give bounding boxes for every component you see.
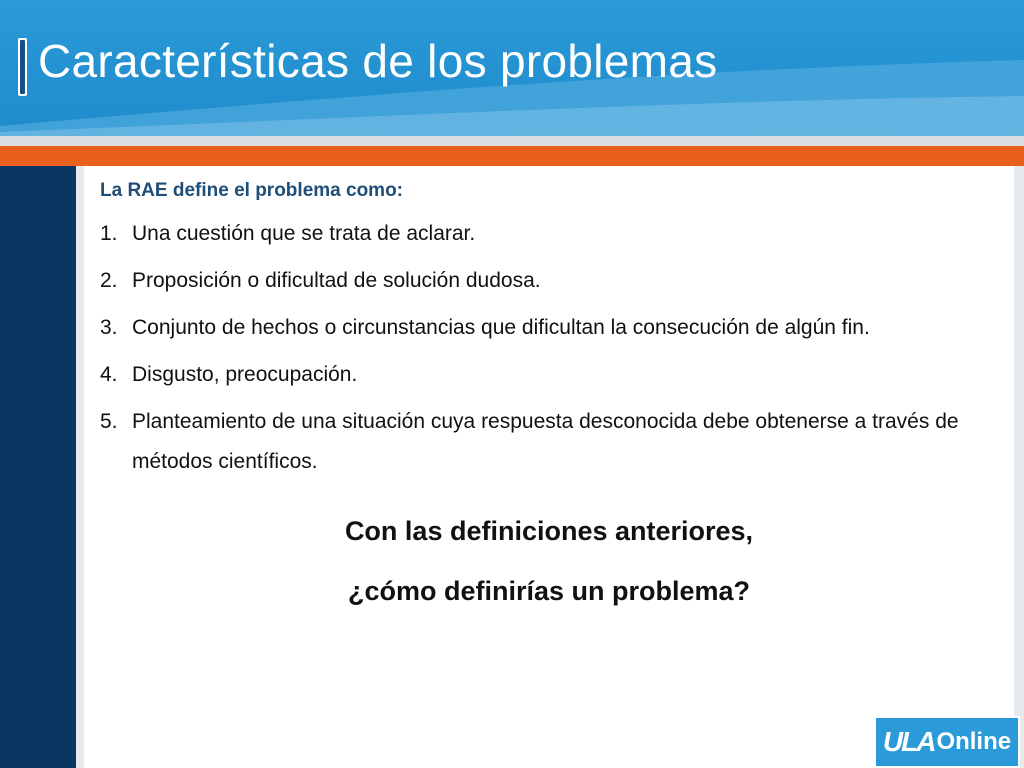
definitions-list [100,214,1000,482]
left-navy-panel [0,166,76,768]
list-item-number: 1. [100,222,118,245]
logo-online-text: Online [936,728,1012,755]
list-item-number: 2. [100,269,118,292]
list-item [100,261,1000,301]
slide-header [0,0,1024,136]
title-marker-bar [18,38,27,96]
intro-text: La RAE define el problema como: [100,180,403,201]
question-line-1: Con las definiciones anteriores, [344,516,754,546]
list-item [100,402,1000,482]
list-item-text: Una cuestión que se trata de aclarar. [132,222,476,245]
left-separator [76,166,84,768]
gray-divider-band [0,136,1024,146]
list-item-text: Disgusto, preocupación. [132,363,358,386]
orange-accent-band [0,146,1024,166]
slide-title: Características de los problemas [38,35,718,87]
ula-online-logo [876,718,1018,766]
right-edge-strip [1014,166,1024,768]
question-line-2: ¿cómo definirías un problema? [347,576,751,606]
list-item-text: Conjunto de hechos o circunstancias que dificultan la consecución de algún fin. [132,316,870,339]
slide-body [100,180,1000,489]
list-item [100,308,1000,348]
list-item [100,214,1000,254]
list-item-number: 3. [100,316,118,339]
logo-ula-text: ULA [882,726,935,757]
list-item [100,355,1000,395]
list-item-text: Planteamiento de una situación cuya respuesta desconocida debe obtenerse a través de métodos científicos. [132,410,959,473]
list-item-text: Proposición o dificultad de solución dudosa. [132,269,541,292]
list-item-number: 5. [100,410,118,433]
list-item-number: 4. [100,363,118,386]
